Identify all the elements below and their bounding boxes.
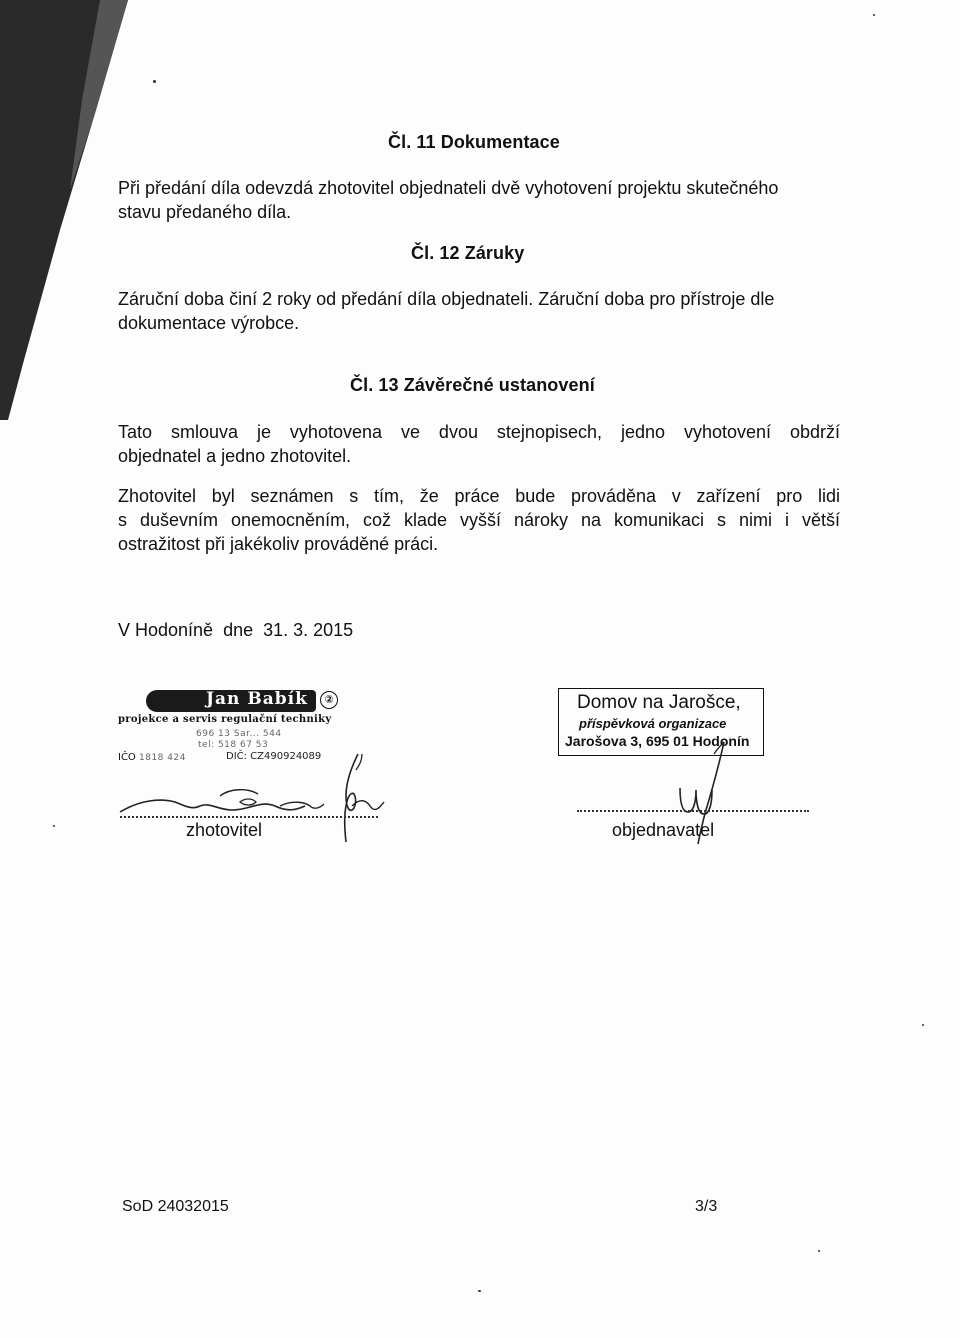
client-address: Jarošova 3, 695 01 Hodonín xyxy=(565,733,750,749)
contractor-phone-line: tel: 518 67 53 xyxy=(198,740,269,750)
scan-speck xyxy=(153,80,156,83)
client-name: Domov na Jarošce, xyxy=(577,692,741,713)
client-signature-label: objednavatel xyxy=(612,820,715,840)
contractor-signature-line xyxy=(120,816,378,818)
text-line: dokumentace výrobce. xyxy=(118,313,300,333)
text-line: Záruční doba činí 2 roky od předání díla objednateli. Záruční doba pro přístroje dle xyxy=(118,289,775,309)
text-line: stavu předaného díla. xyxy=(118,202,292,222)
ico-value: 1818 424 xyxy=(139,753,186,763)
document-id: SoD 24032015 xyxy=(122,1198,229,1215)
article-13-heading: Čl. 13 Závěrečné ustanovení xyxy=(350,375,595,395)
ico-label: IČO xyxy=(118,752,136,763)
client-type: příspěvková organizace xyxy=(579,716,727,731)
contractor-address-line: 696 13 Sar... 544 xyxy=(196,729,282,739)
article-13-paragraph-2 xyxy=(118,484,840,556)
scan-speck xyxy=(53,825,55,827)
contractor-logo-text: Jan Babík xyxy=(206,689,308,709)
place-date: V Hodoníně dne 31. 3. 2015 xyxy=(118,620,354,640)
scan-speck xyxy=(818,1250,820,1252)
text-line: ostražitost při jakékoliv prováděné práci. xyxy=(118,534,439,554)
article-12-text xyxy=(118,287,840,335)
text-line: s duševním onemocněním, což klade vyšší nároky na komunikaci s nimi i větší xyxy=(118,510,840,530)
contractor-logo xyxy=(146,690,316,712)
page-number: 3/3 xyxy=(695,1198,718,1215)
text-line: Při předání díla odevzdá zhotovitel objednateli dvě vyhotovení projektu skutečného xyxy=(118,178,779,198)
article-13-paragraph-1 xyxy=(118,420,840,468)
registered-mark-icon: ② xyxy=(320,691,338,709)
article-11-text xyxy=(118,176,840,224)
article-11-heading: Čl. 11 Dokumentace xyxy=(388,132,560,152)
text-line: Tato smlouva je vyhotovena ve dvou stejnopisech, jedno vyhotovení obdrží xyxy=(118,422,840,442)
contractor-subtitle: projekce a servis regulační techniky xyxy=(118,714,332,725)
scan-speck xyxy=(478,1290,481,1292)
contractor-dic: DIČ: CZ4909240​89 xyxy=(226,751,322,762)
contractor-signature-label: zhotovitel xyxy=(186,820,263,840)
text-line: objednatel a jedno zhotovitel. xyxy=(118,446,352,466)
article-12-heading: Čl. 12 Záruky xyxy=(411,243,525,263)
scan-speck xyxy=(873,14,875,16)
client-signature-line xyxy=(577,810,809,812)
text-line: Zhotovitel byl seznámen s tím, že práce bude prováděna v zařízení pro lidi xyxy=(118,486,840,506)
scan-speck xyxy=(922,1024,924,1026)
